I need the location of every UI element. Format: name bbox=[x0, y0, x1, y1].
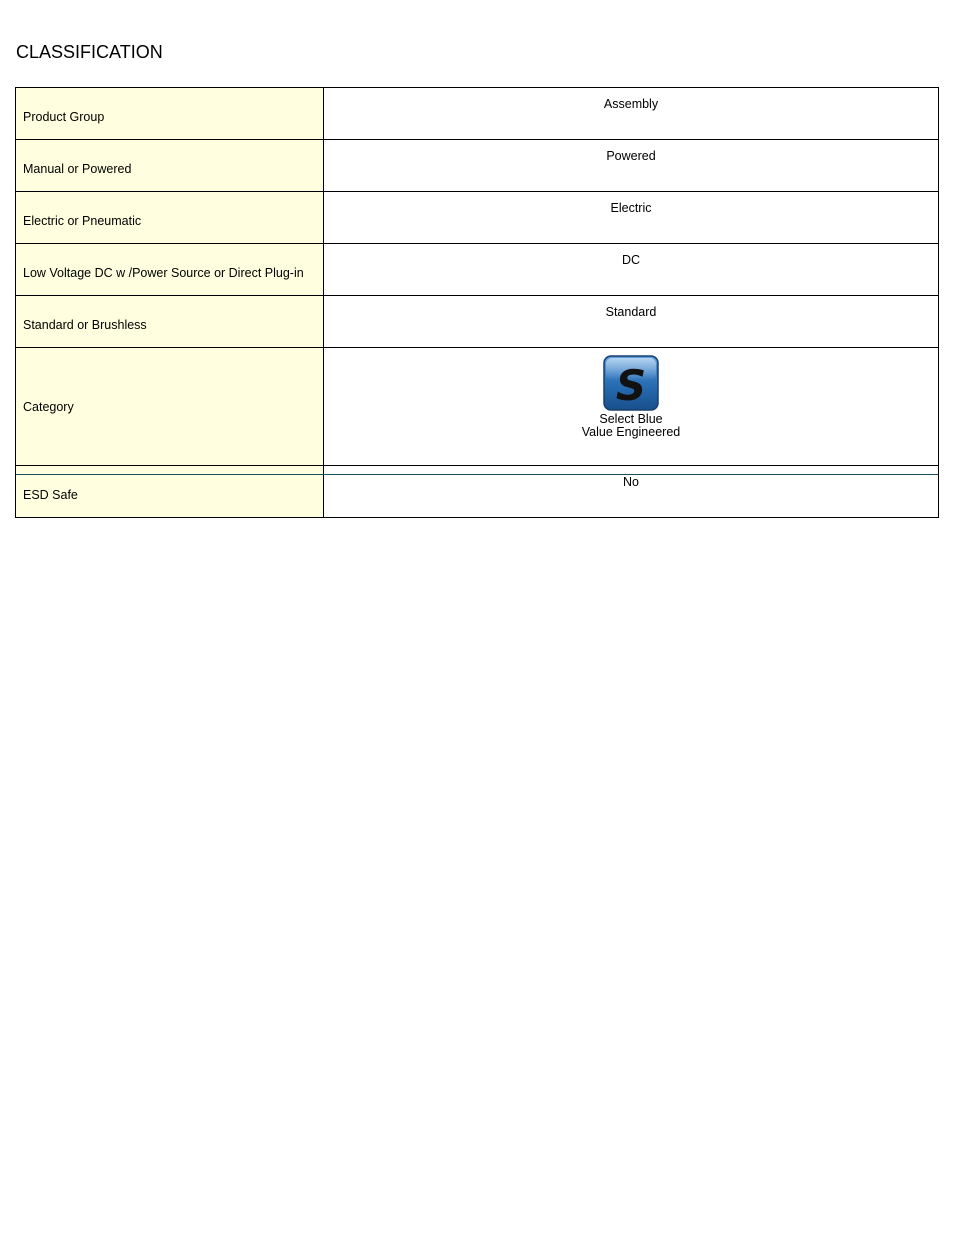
table-row bbox=[16, 244, 939, 296]
table-row bbox=[16, 296, 939, 348]
category-value bbox=[324, 348, 939, 466]
row-value: Powered bbox=[324, 140, 939, 192]
table-row-category bbox=[16, 348, 939, 466]
row-label: Standard or Brushless bbox=[16, 296, 324, 348]
row-label: Product Group bbox=[16, 88, 324, 140]
section-title: CLASSIFICATION bbox=[16, 42, 163, 62]
row-value: Standard bbox=[324, 296, 939, 348]
row-label: Low Voltage DC w /Power Source or Direct Plug-in bbox=[16, 244, 324, 296]
category-line-2: Value Engineered bbox=[581, 425, 681, 439]
row-value: Assembly bbox=[324, 88, 939, 140]
row-label: Category bbox=[16, 348, 324, 466]
row-label: Manual or Powered bbox=[16, 140, 324, 192]
table-row bbox=[16, 192, 939, 244]
select-blue-s-icon bbox=[603, 355, 659, 411]
table-row bbox=[16, 88, 939, 140]
section-divider bbox=[16, 474, 938, 475]
row-value: No bbox=[324, 466, 939, 518]
table-row bbox=[16, 140, 939, 192]
row-label: ESD Safe bbox=[16, 466, 324, 518]
row-label: Electric or Pneumatic bbox=[16, 192, 324, 244]
row-value: DC bbox=[324, 244, 939, 296]
row-value: Electric bbox=[324, 192, 939, 244]
classification-table bbox=[15, 87, 939, 518]
category-line-1: Select Blue bbox=[599, 412, 663, 426]
svg-text:S: S bbox=[615, 361, 647, 410]
